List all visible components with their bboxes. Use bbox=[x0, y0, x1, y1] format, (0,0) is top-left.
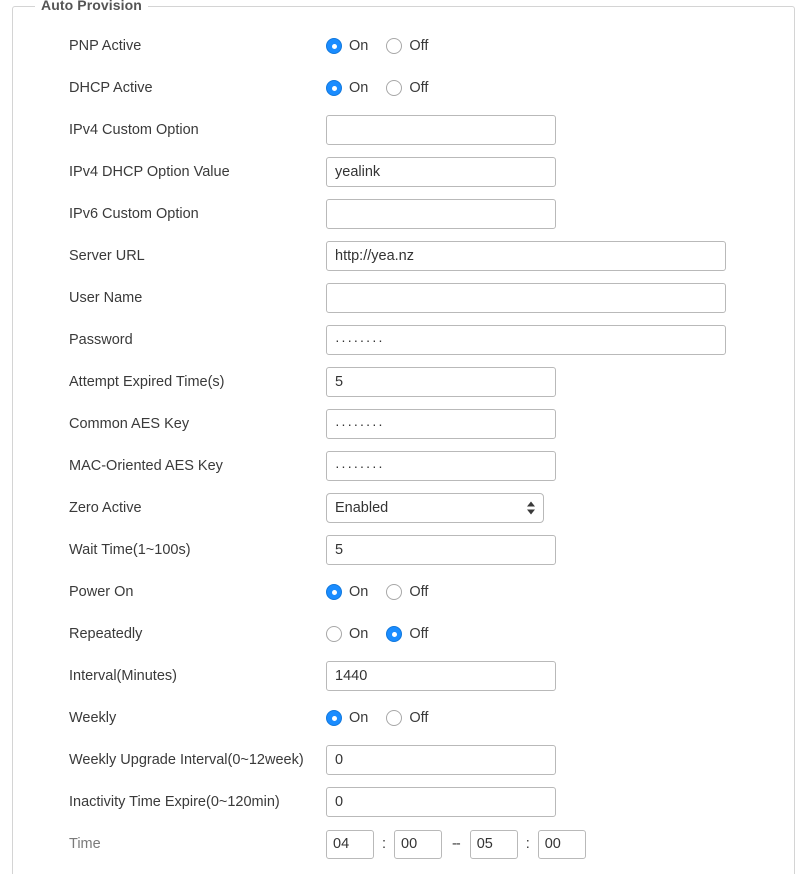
form-row-common-aes-key bbox=[13, 403, 796, 445]
control-repeatedly bbox=[326, 613, 796, 655]
label-repeatedly: Repeatedly bbox=[69, 626, 143, 642]
label-mac-oriented-aes-key: MAC-Oriented AES Key bbox=[69, 458, 223, 474]
label-dhcp-active: DHCP Active bbox=[69, 80, 153, 96]
label-ipv6-custom-option: IPv6 Custom Option bbox=[69, 206, 199, 222]
form-row-weekly bbox=[13, 697, 796, 739]
radio-dot-on-icon[interactable] bbox=[326, 80, 342, 96]
select-wrap-zero-active bbox=[326, 493, 544, 523]
radio-label-off: Off bbox=[409, 584, 429, 600]
form-row-ipv6-custom-option bbox=[13, 193, 796, 235]
input-ipv6-custom-option[interactable] bbox=[326, 199, 556, 229]
radio-dot-on-icon[interactable] bbox=[326, 584, 342, 600]
time-end-hour-input[interactable] bbox=[470, 830, 518, 859]
form-row-power-on bbox=[13, 571, 796, 613]
input-attempt-expired-time-s[interactable] bbox=[326, 367, 556, 397]
form-row-ipv4-custom-option bbox=[13, 109, 796, 151]
control-power-on bbox=[326, 571, 796, 613]
label-common-aes-key: Common AES Key bbox=[69, 416, 190, 432]
radio-dot-on-icon[interactable] bbox=[326, 710, 342, 726]
form-row-dhcp-active bbox=[13, 67, 796, 109]
time-range-dash: -- bbox=[452, 836, 460, 852]
form-row-inactivity-time-expire-0-120min bbox=[13, 781, 796, 823]
radio-label-off: Off bbox=[409, 38, 429, 54]
control-inactivity-time-expire-0-120min bbox=[326, 781, 796, 823]
input-server-url[interactable] bbox=[326, 241, 726, 271]
radio-label-on: On bbox=[349, 626, 369, 642]
control-attempt-expired-time-s bbox=[326, 361, 796, 403]
control-ipv4-custom-option bbox=[326, 109, 796, 151]
radio-label-off: Off bbox=[409, 626, 429, 642]
input-weekly-upgrade-interval-0-12week[interactable] bbox=[326, 745, 556, 775]
input-ipv4-dhcp-option-value[interactable] bbox=[326, 157, 556, 187]
input-common-aes-key[interactable] bbox=[326, 409, 556, 439]
control-ipv6-custom-option bbox=[326, 193, 796, 235]
radio-dot-on-icon[interactable] bbox=[326, 38, 342, 54]
control-wait-time-1-100s bbox=[326, 529, 796, 571]
radio-dot-off-icon[interactable] bbox=[386, 626, 402, 642]
input-mac-oriented-aes-key[interactable] bbox=[326, 451, 556, 481]
radio-dot-off-icon[interactable] bbox=[386, 80, 402, 96]
input-interval-minutes[interactable] bbox=[326, 661, 556, 691]
label-interval-minutes: Interval(Minutes) bbox=[69, 668, 177, 684]
form-row-user-name bbox=[13, 277, 796, 319]
select-zero-active[interactable] bbox=[326, 493, 544, 523]
control-mac-oriented-aes-key bbox=[326, 445, 796, 487]
label-password: Password bbox=[69, 332, 133, 348]
input-inactivity-time-expire-0-120min[interactable] bbox=[326, 787, 556, 817]
radio-dhcp-active-off[interactable] bbox=[386, 80, 428, 96]
radio-dot-off-icon[interactable] bbox=[386, 584, 402, 600]
control-weekly-upgrade-interval-0-12week bbox=[326, 739, 796, 781]
radio-label-on: On bbox=[349, 80, 369, 96]
form-row-time bbox=[13, 823, 796, 865]
radio-group-weekly bbox=[326, 710, 446, 726]
radio-label-on: On bbox=[349, 710, 369, 726]
time-range-time bbox=[326, 830, 586, 859]
label-inactivity-time-expire-0-120min: Inactivity Time Expire(0~120min) bbox=[69, 794, 280, 810]
label-pnp-active: PNP Active bbox=[69, 38, 142, 54]
form-row-attempt-expired-time-s bbox=[13, 361, 796, 403]
label-server-url: Server URL bbox=[69, 248, 145, 264]
input-user-name[interactable] bbox=[326, 283, 726, 313]
input-wait-time-1-100s[interactable] bbox=[326, 535, 556, 565]
label-user-name: User Name bbox=[69, 290, 143, 306]
radio-repeatedly-on[interactable] bbox=[326, 626, 368, 642]
form-row-server-url bbox=[13, 235, 796, 277]
radio-dot-off-icon[interactable] bbox=[386, 38, 402, 54]
label-power-on: Power On bbox=[69, 584, 134, 600]
label-attempt-expired-time-s: Attempt Expired Time(s) bbox=[69, 374, 225, 390]
label-weekly-upgrade-interval-0-12week: Weekly Upgrade Interval(0~12week) bbox=[69, 752, 304, 768]
radio-group-power-on bbox=[326, 584, 446, 600]
label-wait-time-1-100s: Wait Time(1~100s) bbox=[69, 542, 191, 558]
control-zero-active bbox=[326, 487, 796, 529]
control-interval-minutes bbox=[326, 655, 796, 697]
label-ipv4-dhcp-option-value: IPv4 DHCP Option Value bbox=[69, 164, 230, 180]
radio-group-pnp-active bbox=[326, 38, 446, 54]
radio-dhcp-active-on[interactable] bbox=[326, 80, 368, 96]
radio-power-on-off[interactable] bbox=[386, 584, 428, 600]
label-ipv4-custom-option: IPv4 Custom Option bbox=[69, 122, 199, 138]
control-weekly bbox=[326, 697, 796, 739]
input-password[interactable] bbox=[326, 325, 726, 355]
radio-label-off: Off bbox=[409, 710, 429, 726]
panel-title: Auto Provision bbox=[35, 0, 148, 13]
radio-dot-off-icon[interactable] bbox=[386, 710, 402, 726]
time-start-hour-input[interactable] bbox=[326, 830, 374, 859]
time-start-minute-input[interactable] bbox=[394, 830, 442, 859]
radio-power-on-on[interactable] bbox=[326, 584, 368, 600]
time-separator-start: : bbox=[382, 836, 387, 852]
radio-label-off: Off bbox=[409, 80, 429, 96]
control-common-aes-key bbox=[326, 403, 796, 445]
form-row-interval-minutes bbox=[13, 655, 796, 697]
control-password bbox=[326, 319, 796, 361]
radio-weekly-off[interactable] bbox=[386, 710, 428, 726]
radio-group-dhcp-active bbox=[326, 80, 446, 96]
time-separator-end: : bbox=[525, 836, 530, 852]
radio-label-on: On bbox=[349, 38, 369, 54]
control-ipv4-dhcp-option-value bbox=[326, 151, 796, 193]
auto-provision-panel bbox=[12, 0, 795, 874]
form-row-wait-time-1-100s bbox=[13, 529, 796, 571]
form-row-mac-oriented-aes-key bbox=[13, 445, 796, 487]
auto-provision-form bbox=[13, 25, 796, 865]
label-time: Time bbox=[69, 836, 101, 852]
control-time bbox=[326, 823, 796, 865]
form-row-weekly-upgrade-interval-0-12week bbox=[13, 739, 796, 781]
label-weekly: Weekly bbox=[69, 710, 117, 726]
form-row-pnp-active bbox=[13, 25, 796, 67]
radio-weekly-on[interactable] bbox=[326, 710, 368, 726]
control-server-url bbox=[326, 235, 796, 277]
radio-label-on: On bbox=[349, 584, 369, 600]
control-user-name bbox=[326, 277, 796, 319]
radio-group-repeatedly bbox=[326, 626, 446, 642]
time-end-minute-input[interactable] bbox=[538, 830, 586, 859]
form-row-ipv4-dhcp-option-value bbox=[13, 151, 796, 193]
control-dhcp-active bbox=[326, 67, 796, 109]
radio-pnp-active-off[interactable] bbox=[386, 38, 428, 54]
form-row-repeatedly bbox=[13, 613, 796, 655]
control-pnp-active bbox=[326, 25, 796, 67]
form-row-password bbox=[13, 319, 796, 361]
radio-pnp-active-on[interactable] bbox=[326, 38, 368, 54]
label-zero-active: Zero Active bbox=[69, 500, 142, 516]
form-row-zero-active bbox=[13, 487, 796, 529]
radio-dot-on-icon[interactable] bbox=[326, 626, 342, 642]
input-ipv4-custom-option[interactable] bbox=[326, 115, 556, 145]
radio-repeatedly-off[interactable] bbox=[386, 626, 428, 642]
